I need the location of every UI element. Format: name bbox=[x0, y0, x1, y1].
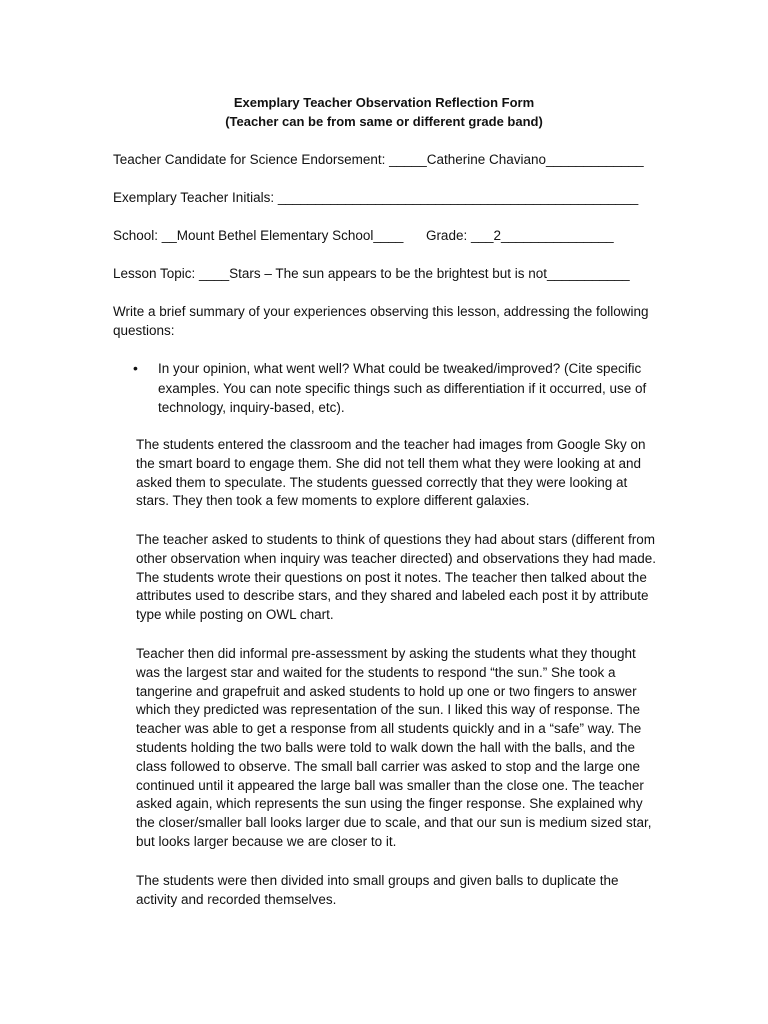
candidate-field: Teacher Candidate for Science Endorsement: _____Catherine Chaviano_____________ bbox=[113, 152, 644, 167]
lesson-topic-field: Lesson Topic: ____Stars – The sun appears to be the brightest but is not___________ bbox=[113, 266, 630, 281]
initials-field: Exemplary Teacher Initials: ________________________________________________ bbox=[113, 190, 639, 205]
response-paragraph: Teacher then did informal pre-assessment by asking the students what they thought was the largest star and waited for the students to respond “the sun.” She took a tangerine and grapefruit and asked students to hold up one or two fingers to answer which they predicted was representation of the sun. I liked this way of response. The teacher was able to get a response from all students quickly and in a “safe” way. The students holding the two balls were told to walk down the hall with the balls, and the class followed to observe. The small ball carrier was asked to stop and the large one continued until it appeared the large ball was smaller than the close one. The teacher asked again, which represents the sun using the finger response. She explained why the closer/smaller ball looks larger due to scale, and that our sun is medium sized star, but looks larger because we are closer to it. bbox=[136, 646, 652, 849]
response-paragraph: The students were then divided into small groups and given balls to duplicate the activity and recorded themselves. bbox=[136, 873, 619, 907]
school-grade-field: School: __Mount Bethel Elementary School____ Grade: ___2_______________ bbox=[113, 228, 614, 243]
bullet-icon: • bbox=[133, 360, 138, 376]
question-text: In your opinion, what went well? What could be tweaked/improved? (Cite specific examples. You can note specific things such as differentiation if it occurred, use of technology, inquiry-based, etc). bbox=[158, 361, 647, 415]
form-title: Exemplary Teacher Observation Reflection Form bbox=[233, 95, 535, 110]
form-subtitle: (Teacher can be from same or different grade band) bbox=[225, 114, 543, 129]
summary-instructions: Write a brief summary of your experiences observing this lesson, addressing the following questions: bbox=[113, 304, 649, 338]
response-paragraph: The teacher asked to students to think of questions they had about stars (different from other observation when inquiry was teacher directed) and observations they had made. The students wrote their questions on post it notes. The teacher then talked about the attributes used to describe stars, and they shared and labeled each post it by attribute type while posting on OWL chart. bbox=[136, 532, 657, 623]
response-paragraph: The students entered the classroom and the teacher had images from Google Sky on the smart board to engage them. She did not tell them what they were looking at and asked them to speculate. The students guessed correctly that they were looking at stars. They then took a few moments to explore different galaxies. bbox=[136, 437, 646, 509]
